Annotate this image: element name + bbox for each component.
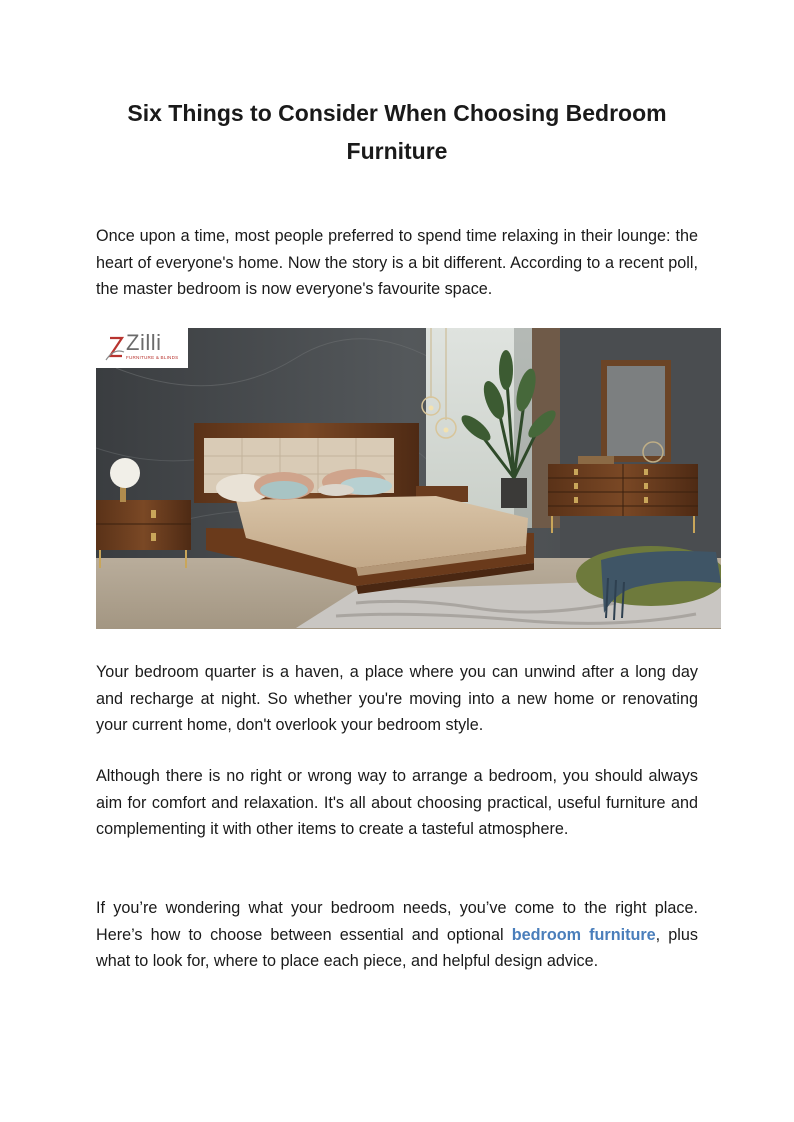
logo-brand-text: Zilli [126, 330, 162, 355]
logo-tagline-text: FURNITURE & BLINDS [126, 355, 179, 360]
body-paragraph-4 [96, 895, 698, 975]
bedroom-photo [96, 328, 721, 629]
bedroom-furniture-link[interactable]: bedroom furniture [511, 925, 656, 944]
zilli-logo [96, 328, 188, 368]
bedroom-scene-illustration [96, 328, 721, 629]
body-paragraph-2: Your bedroom quarter is a haven, a place where you can unwind after a long day and recharge at night. So whether you're moving into a new home or renovating your current home, don't overlook your bedroom style. [96, 663, 698, 734]
intro-paragraph: Once upon a time, most people preferred to spend time relaxing in their lounge: the heart of everyone's home. Now the story is a bit different. According to a recent poll, the master bedroom is now everyone's favourite space. [96, 227, 698, 298]
paragraph-4-text-before: If you’re wondering what your bedroom needs, you’ve come to the right place. Here’s how to choose between essential and optional [96, 899, 698, 944]
paragraph-4-text-after: , plus what to look for, where to place each piece, and helpful design advice. [96, 925, 698, 970]
zilli-logo-mark-icon [104, 334, 126, 362]
body-paragraph-3: Although there is no right or wrong way to arrange a bedroom, you should always aim for comfort and relaxation. It's all about choosing practical, useful furniture and complementing it with other items to create a tasteful atmosphere. [96, 767, 698, 838]
page-title: Six Things to Consider When Choosing Bedroom Furniture [127, 100, 667, 164]
